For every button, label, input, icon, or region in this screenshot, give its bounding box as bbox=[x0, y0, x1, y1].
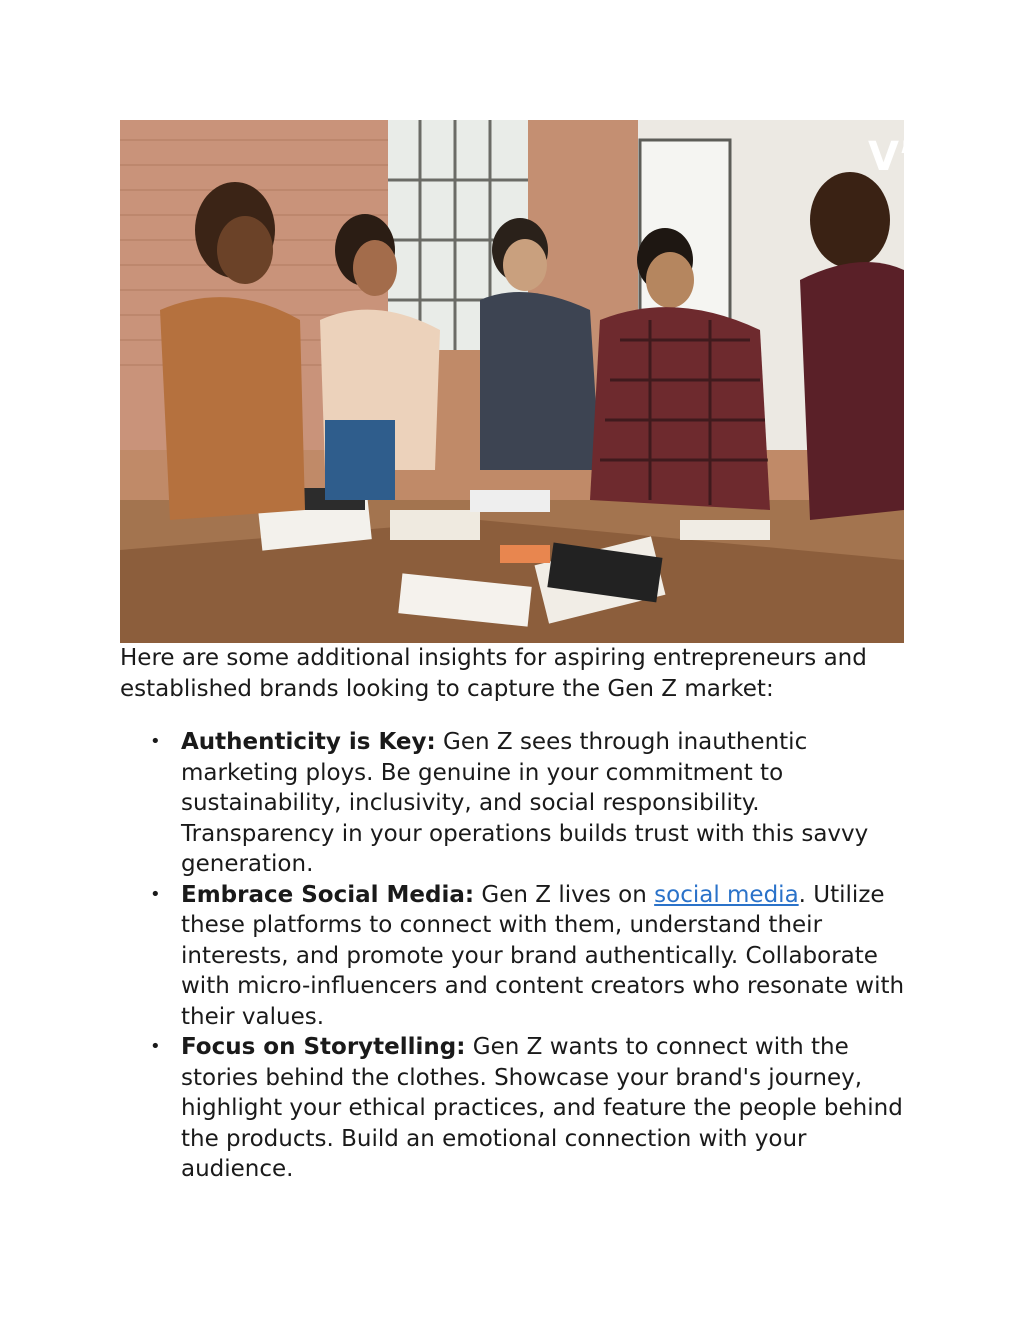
brand-logo: Vʼ bbox=[868, 134, 915, 180]
insight-title: Authenticity is Key: bbox=[181, 729, 436, 755]
list-item bbox=[120, 880, 910, 1033]
insight-title: Embrace Social Media: bbox=[181, 881, 475, 908]
list-item bbox=[120, 1032, 910, 1185]
insights-list bbox=[120, 727, 910, 1185]
bullet-icon: • bbox=[150, 731, 161, 752]
team-meeting-photo bbox=[120, 120, 915, 643]
bullet-icon: • bbox=[150, 883, 161, 905]
insight-text: Gen Z wants to connect with the stories behind the clothes. Showcase your brand's journey, highlight your ethical practices, and feature the people behind the products. Build an emotional connection with your audience. bbox=[181, 1034, 903, 1182]
insight-title: Focus on Storytelling: bbox=[181, 1034, 466, 1060]
list-item bbox=[120, 727, 910, 880]
insight-text: . Utilize these platforms to connect with them, understand their interests, and promote your brand authentically. Collaborate with micro-influencers and content creators who resonate with their values. bbox=[181, 881, 905, 1030]
insight-text: Gen Z sees through inauthentic marketing ploys. Be genuine in your commitment to sustainability, inclusivity, and social responsibility. Transparency in your operations builds trust with this savvy generation. bbox=[181, 729, 869, 877]
bullet-icon: • bbox=[150, 1036, 161, 1057]
social-media-link[interactable]: social media bbox=[654, 881, 799, 908]
intro-paragraph: Here are some additional insights for aspiring entrepreneurs and established brands looking to capture the Gen Z market: bbox=[120, 645, 867, 702]
insight-text: Gen Z lives on bbox=[474, 881, 655, 908]
